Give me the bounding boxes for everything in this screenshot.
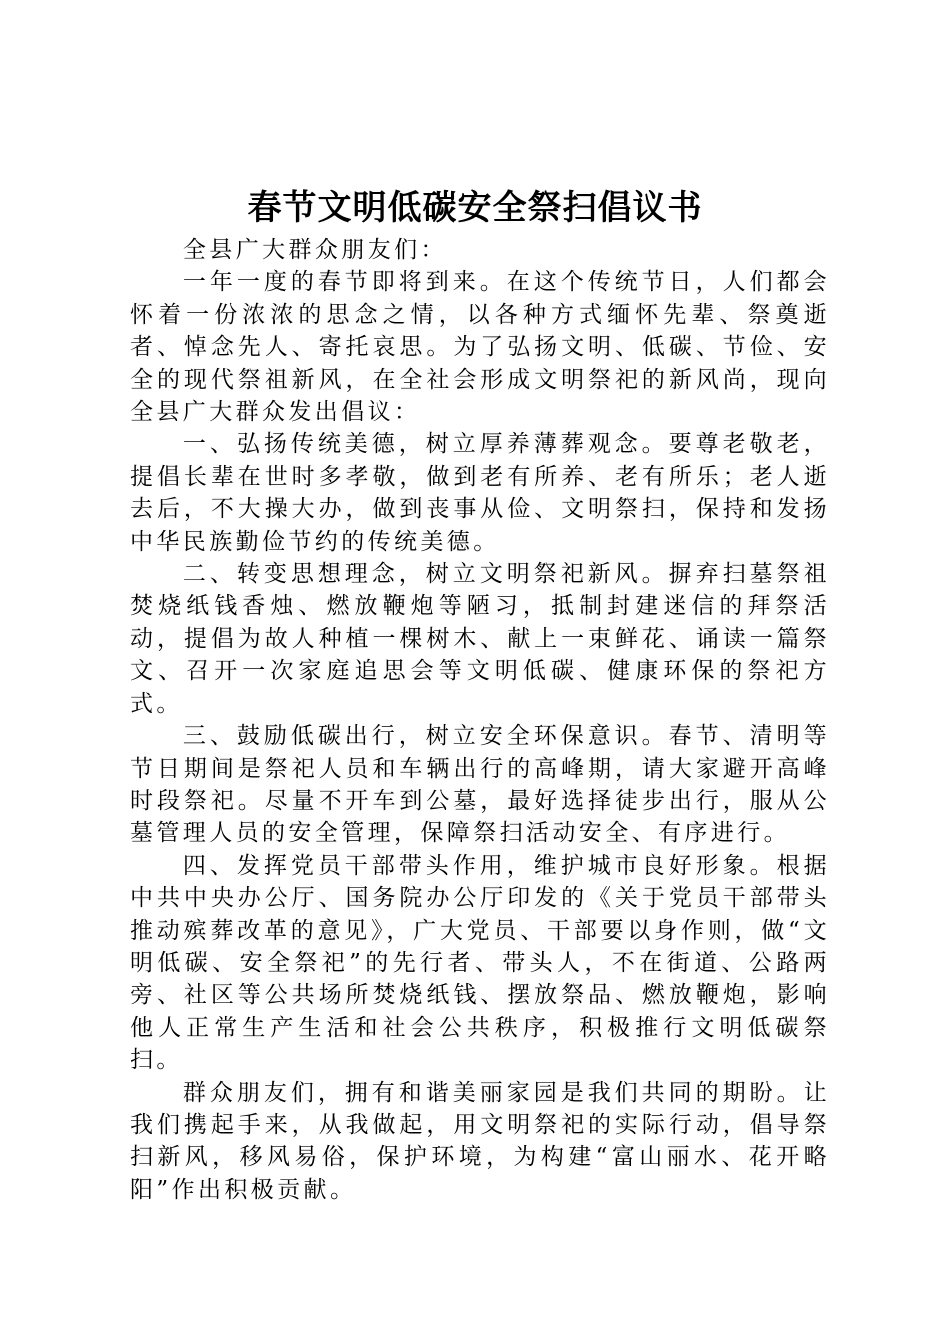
paragraph-point-4: 四、发挥党员干部带头作用，维护城市良好形象。根据中共中央办公厅、国务院办公厅印发的《关于党员干部带头推动殡葬改革的意见》，广大党员、干部要以身作则，做“文明低碳、安全祭祀”的先行者、带头人，不在街道、公路两旁、社区等公共场所焚烧纸钱、摆放祭品、燃放鞭炮，影响他人正常生产生活和社会公共秩序，积极推行文明低碳祭扫。 [130,852,830,1074]
paragraph-point-3: 三、鼓励低碳出行，树立安全环保意识。春节、清明等节日期间是祭祀人员和车辆出行的高峰期，请大家避开高峰时段祭祀。尽量不开车到公墓，最好选择徒步出行，服从公墓管理人员的安全管理，保障祭扫活动安全、有序进行。 [130,723,830,847]
paragraph-point-2: 二、转变思想理念，树立文明祭祀新风。摒弃扫墓祭祖焚烧纸钱香烛、燃放鞭炮等陋习，抵制封建迷信的拜祭活动，提倡为故人种植一棵树木、献上一束鲜花、诵读一篇祭文、召开一次家庭追思会等文明低碳、健康环保的祭祀方式。 [130,561,830,717]
paragraph-intro: 一年一度的春节即将到来。在这个传统节日，人们都会怀着一份浓浓的思念之情，以各种方式缅怀先辈、祭奠逝者、悼念先人、寄托哀思。为了弘扬文明、低碳、节俭、安全的现代祭祖新风，在全社会形成文明祭祀的新风尚，现向全县广大群众发出倡议： [130,269,830,426]
document-body [130,234,830,1206]
document-title: 春节文明低碳安全祭扫倡议书 [247,188,703,228]
salutation: 全县广大群众朋友们： [182,237,447,263]
paragraph-closing: 群众朋友们，拥有和谐美丽家园是我们共同的期盼。让我们携起手来，从我做起，用文明祭祀的实际行动，倡导祭扫新风，移风易俗，保护环境，为构建“富山丽水、花开略阳”作出积极贡献。 [130,1079,830,1203]
paragraph-point-1: 一、弘扬传统美德，树立厚养薄葬观念。要尊老敬老，提倡长辈在世时多孝敬，做到老有所养、老有所乐；老人逝去后，不大操大办，做到丧事从俭、文明祭扫，保持和发扬中华民族勤俭节约的传统美德。 [130,431,830,555]
